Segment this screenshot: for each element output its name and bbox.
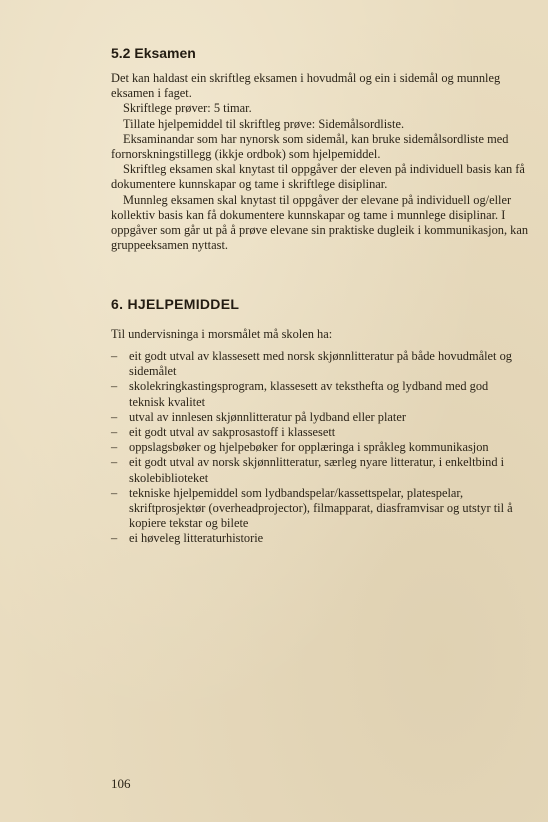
- list-item-text: ei høveleg litteraturhistorie: [129, 531, 264, 546]
- list-item: [111, 440, 521, 455]
- exam-paragraph: Skriftlege prøver: 5 timar.: [123, 101, 252, 116]
- exam-paragraph: Det kan haldast ein skriftleg eksamen i hovudmål og ein i sidemål og munnleg eksamen i faget.: [111, 71, 501, 101]
- dash-bullet: –: [111, 409, 118, 424]
- dash-bullet: –: [111, 455, 118, 470]
- exam-section-body: [111, 71, 531, 253]
- section-heading-aids: 6. HJELPEMIDDEL: [111, 296, 240, 312]
- list-item: [111, 455, 521, 485]
- list-item-text: eit godt utval av klassesett med norsk skjønnlitteratur på både hovudmålet og sidemålet: [129, 349, 512, 379]
- aids-intro-text: Til undervisninga i morsmålet må skolen ha:: [111, 327, 333, 341]
- dash-bullet: –: [111, 349, 118, 363]
- dash-bullet: –: [111, 379, 118, 394]
- exam-paragraph: Skriftleg eksamen skal knytast til oppgåver der eleven på individuell basis kan få dokumentere kunnskapar og tame i skriftlege disiplinar.: [111, 162, 525, 192]
- exam-paragraph: Eksaminandar som har nynorsk som sidemål, kan bruke sidemålsordliste med fornorskningstillegg (ikkje ordbok) som hjelpemiddel.: [111, 131, 509, 162]
- page-number: 106: [111, 776, 131, 791]
- list-item: [111, 379, 521, 409]
- exam-paragraph: Munnleg eksamen skal knytast til oppgåver der elevane på individuell og/eller kollektiv basis kan få dokumentere kunnskapar og tame i munnlege disiplinar. I oppgåver som går ut på å prøve elevane sin praktiske dugleik i kommunikasjon, kan gruppeeksamen nyttast.: [111, 192, 529, 253]
- section-heading-exam: 5.2 Eksamen: [111, 45, 196, 61]
- list-item-text: eit godt utval av sakprosastoff i klassesett: [129, 425, 336, 440]
- list-item-text: oppslagsbøker og hjelpebøker for opplæringa i språkleg kommunikasjon: [129, 440, 489, 455]
- aids-intro: [111, 327, 531, 342]
- list-item: [111, 486, 521, 532]
- list-item: [111, 531, 521, 546]
- list-item-text: tekniske hjelpemiddel som lydbandspelar/kassettspelar, platespelar, skriftprosjektør (overheadprojector), filmapparat, diasframvisar og utstyr til å kopiere tekstar og bilete: [129, 485, 513, 531]
- dash-bullet: –: [111, 425, 118, 440]
- list-item-text: eit godt utval av norsk skjønnlitteratur, særleg nyare litteratur, i enkeltbind i skolebiblioteket: [129, 455, 505, 485]
- dash-bullet: –: [111, 440, 118, 455]
- list-item: [111, 425, 521, 440]
- aids-list: [111, 349, 521, 547]
- list-item: [111, 349, 521, 379]
- dash-bullet: –: [111, 531, 118, 546]
- list-item-text: skolekringkastingsprogram, klassesett av teksthefta og lydband med god teknisk kvalitet: [129, 379, 489, 409]
- dash-bullet: –: [111, 485, 118, 500]
- list-item-text: utval av innlesen skjønnlitteratur på lydband eller plater: [129, 409, 406, 424]
- list-item: [111, 410, 521, 425]
- exam-paragraph: Tillate hjelpemiddel til skriftleg prøve: Sidemålsordliste.: [123, 116, 405, 131]
